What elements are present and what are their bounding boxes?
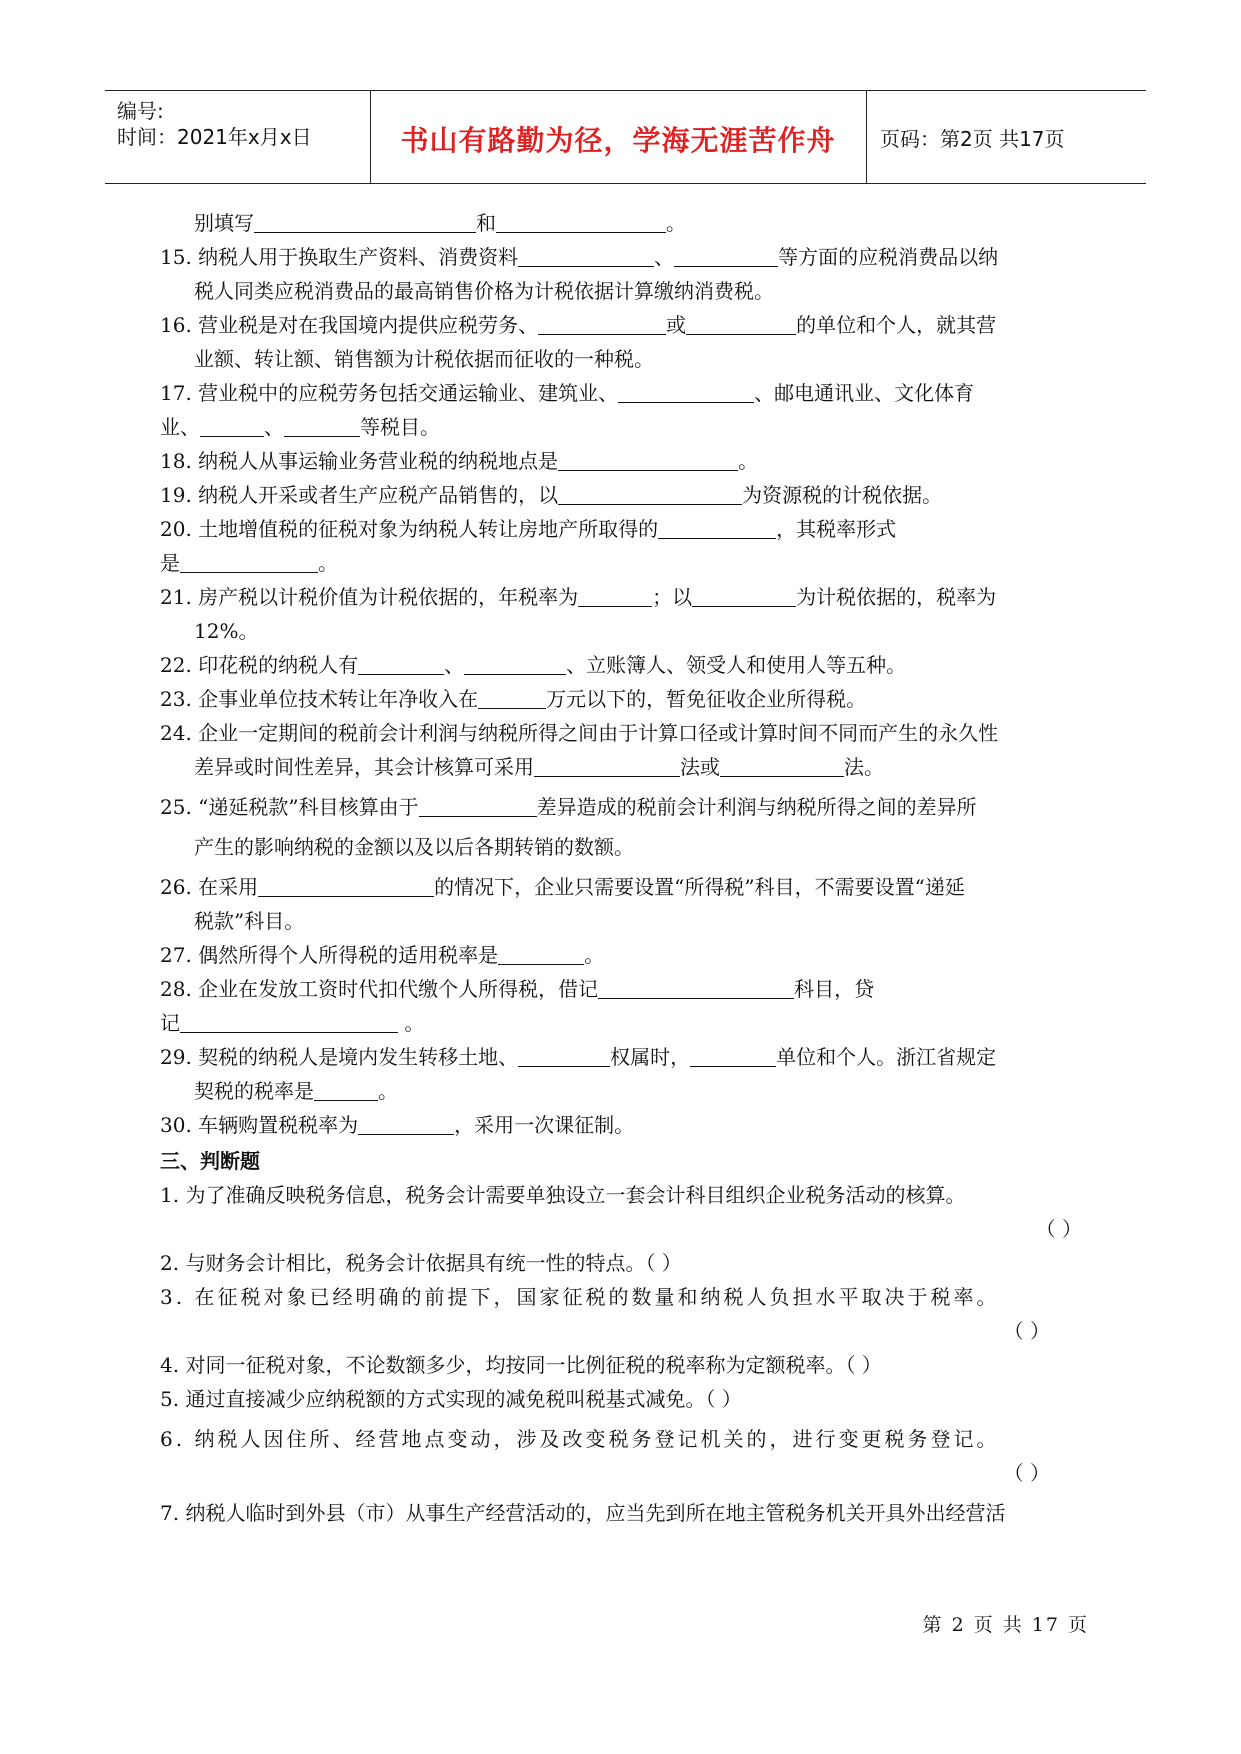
question-15: 15. 纳税人用于换取生产资料、消费资料 、 等方面的应税消费品以纳 (160, 240, 1090, 274)
answer-blank (578, 582, 652, 607)
question-29: 29. 契税的纳税人是境内发生转移土地、 权属时， 单位和个人。浙江省规定 (160, 1040, 1090, 1074)
time-label: 时间：2021年x月x日 (117, 125, 312, 149)
answer-blank (618, 378, 754, 403)
header-motto: 书山有路勤为径，学海无涯苦作舟 (400, 124, 836, 157)
judgment-7: 7. 纳税人临时到外县（市）从事生产经营活动的，应当先到所在地主管税务机关开具外出经营活 (160, 1501, 1006, 1525)
answer-blank (518, 1042, 610, 1067)
answer-blank (258, 872, 434, 897)
question-23: 23. 企事业单位技术转让年净收入在 万元以下的，暂免征收企业所得税。 (160, 682, 1090, 716)
question-29-continued: 契税的税率是 。 (160, 1074, 1090, 1108)
answer-blank (419, 792, 537, 817)
question-24: 24. 企业一定期间的税前会计利润与纳税所得之间由于计算口径或计算时间不同而产生的永久性 (160, 721, 999, 745)
question-30: 30. 车辆购置税税率为 ，采用一次课征制。 (160, 1108, 1090, 1142)
answer-blank (538, 310, 666, 335)
question-22: 22. 印花税的纳税人有 、 、立账簿人、领受人和使用人等五种。 (160, 648, 1090, 682)
question-20: 20. 土地增值税的征税对象为纳税人转让房地产所取得的 ，其税率形式 (160, 512, 1090, 546)
answer-blank (358, 650, 444, 675)
header-left-cell (105, 91, 371, 183)
judgment-1-parens: （ ） (1035, 1217, 1082, 1241)
judgment-6-parens: （ ） (1003, 1461, 1050, 1485)
answer-blank (558, 480, 742, 505)
question-17-continued: 业、 、 等税目。 (160, 410, 1090, 444)
answer-blank (478, 684, 546, 709)
answer-blank (598, 974, 794, 999)
question-20-continued: 是 。 (160, 546, 1090, 580)
answer-blank (180, 1008, 398, 1033)
answer-blank (692, 582, 796, 607)
question-21: 21. 房产税以计税价值为计税依据的，年税率为 ；以 为计税依据的，税率为 (160, 580, 1090, 614)
question-26: 26. 在采用 的情况下，企业只需要设置“所得税”科目，不需要设置“递延 (160, 870, 1090, 904)
question-27: 27. 偶然所得个人所得税的适用税率是 。 (160, 938, 1090, 972)
answer-blank (720, 752, 844, 777)
question-16-continued: 业额、转让额、销售额为计税依据而征收的一种税。 (194, 347, 654, 371)
question-19: 19. 纳税人开采或者生产应税产品销售的，以 为资源税的计税依据。 (160, 478, 1090, 512)
question-17: 17. 营业税中的应税劳务包括交通运输业、建筑业、 、邮电通讯业、文化体育 (160, 376, 1090, 410)
answer-blank (314, 1076, 378, 1101)
answer-blank (284, 412, 360, 437)
judgment-4: 4. 对同一征税对象，不论数额多少，均按同一比例征税的税率称为定额税率。（ ） (160, 1353, 882, 1377)
question-28: 28. 企业在发放工资时代扣代缴个人所得税，借记 科目，贷 (160, 972, 1090, 1006)
header-middle-cell (370, 91, 867, 183)
answer-blank (690, 1042, 776, 1067)
answer-blank (498, 940, 584, 965)
answer-blank (464, 650, 566, 675)
header-page-label: 页码：第2页 共17页 (880, 127, 1065, 151)
answer-blank (200, 412, 264, 437)
judgment-1: 1. 为了准确反映税务信息，税务会计需要单独设立一套会计科目组织企业税务活动的核算。 (160, 1183, 966, 1207)
question-14-continued: 别填写 和 。 (160, 206, 1090, 240)
answer-blank (558, 446, 738, 471)
question-25: 25. “递延税款”科目核算由于 差异造成的税前会计利润与纳税所得之间的差异所 (160, 790, 1090, 824)
judgment-6: 6. 纳税人因住所、经营地点变动，涉及改变税务登记机关的，进行变更税务登记。 (160, 1427, 1000, 1451)
question-15-continued: 税人同类应税消费品的最高销售价格为计税依据计算缴纳消费税。 (194, 279, 774, 303)
question-21-continued: 12%。 (194, 619, 259, 643)
page-header (105, 90, 1146, 184)
question-body (160, 206, 1090, 1530)
header-right-cell (866, 91, 1146, 183)
section-heading-judgment: 三、判断题 (160, 1149, 260, 1173)
answer-blank (686, 310, 796, 335)
question-18: 18. 纳税人从事运输业务营业税的纳税地点是 。 (160, 444, 1090, 478)
question-24-continued: 差异或时间性差异，其会计核算可采用 法或 法。 (160, 750, 1090, 784)
answer-blank (658, 514, 776, 539)
question-25-continued: 产生的影响纳税的金额以及以后各期转销的数额。 (194, 835, 634, 859)
answer-blank (180, 548, 318, 573)
judgment-2: 2. 与财务会计相比，税务会计依据具有统一性的特点。（ ） (160, 1251, 682, 1275)
answer-blank (254, 208, 476, 233)
page-footer: 第 2 页 共 17 页 (922, 1614, 1089, 1636)
answer-blank (674, 242, 778, 267)
answer-blank (358, 1110, 454, 1135)
question-16: 16. 营业税是对在我国境内提供应税劳务、 或 的单位和个人，就其营 (160, 308, 1090, 342)
serial-label: 编号: (117, 99, 164, 123)
question-28-continued: 记 。 (160, 1006, 1090, 1040)
answer-blank (496, 208, 666, 233)
judgment-3: 3. 在征税对象已经明确的前提下，国家征税的数量和纳税人负担水平取决于税率。 (160, 1285, 1000, 1309)
answer-blank (534, 752, 680, 777)
judgment-5: 5. 通过直接减少应纳税额的方式实现的减免税叫税基式减免。（ ） (160, 1387, 742, 1411)
question-26-continued: 税款”科目。 (194, 909, 305, 933)
judgment-3-parens: （ ） (1003, 1319, 1050, 1343)
answer-blank (518, 242, 654, 267)
